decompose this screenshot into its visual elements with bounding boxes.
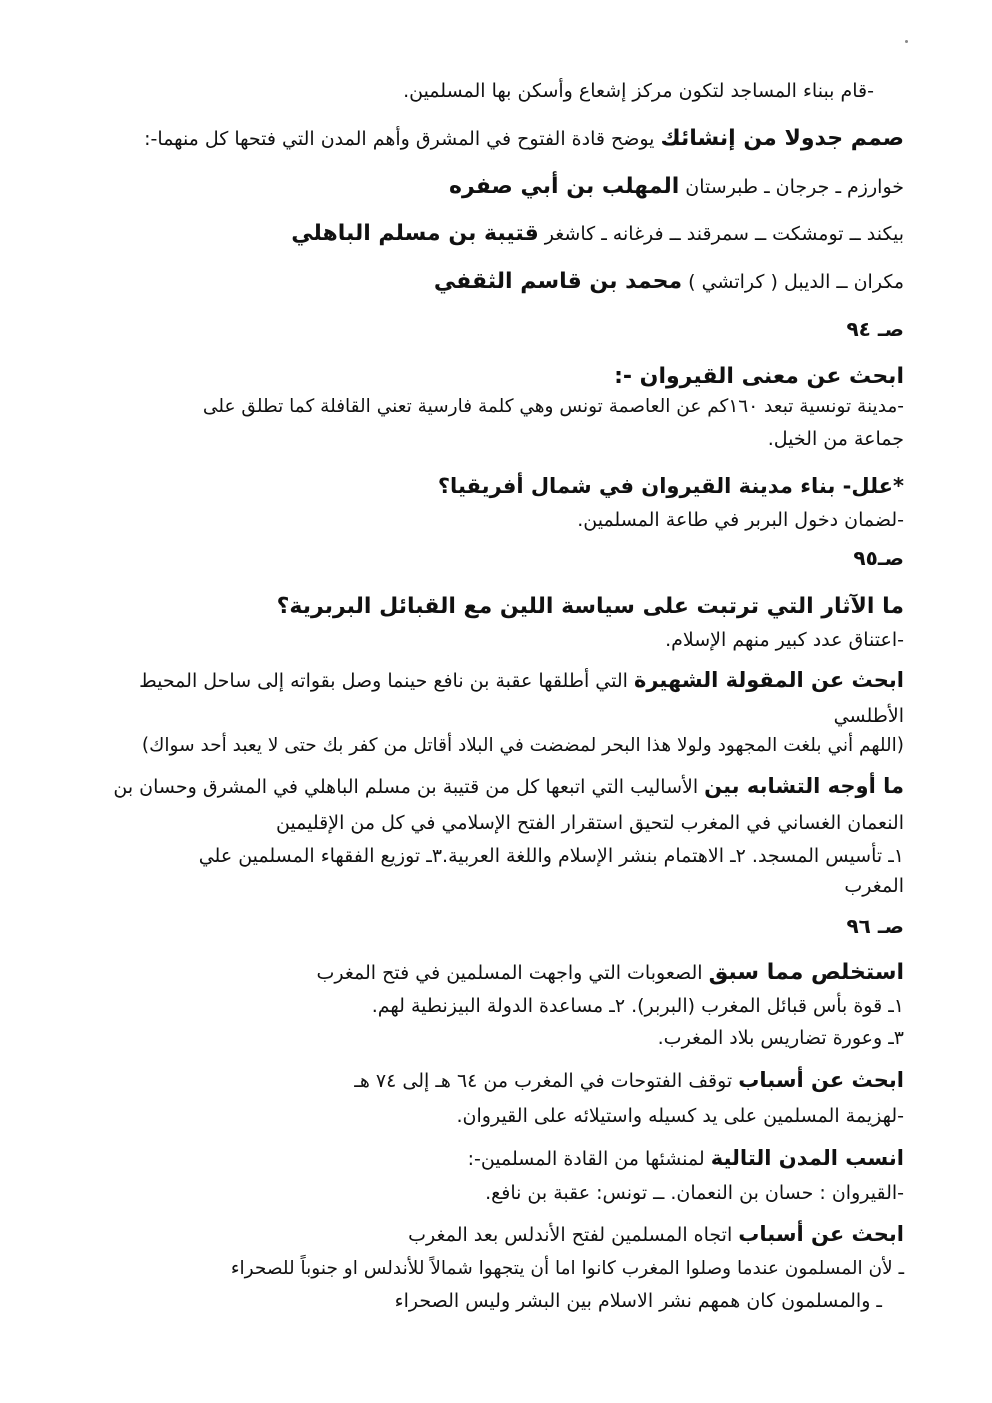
cities: خوارزم ـ جرجان ـ طبرستان bbox=[679, 176, 904, 198]
leader-name: محمد بن قاسم الثقفي bbox=[433, 269, 683, 294]
answer-line: ـ لأن المسلمون عندما وصلوا المغرب كانوا اما أن يتجهوا شمالاً للأندلس او جنوباً للصحراء bbox=[230, 1258, 904, 1279]
table-row-qutayba bbox=[291, 221, 904, 247]
question-attribute-cities bbox=[468, 1146, 904, 1171]
table-row-muhallab bbox=[449, 174, 904, 200]
leader-name: قتيبة بن مسلم الباهلي bbox=[291, 221, 539, 246]
question-design-table bbox=[144, 126, 904, 152]
question-famous-saying bbox=[139, 668, 904, 693]
question-reasons-andalus bbox=[408, 1222, 904, 1247]
leader-name: المهلب بن أبي صفره bbox=[449, 174, 680, 199]
answer-line: المغرب bbox=[844, 875, 904, 897]
cities: بيكند ــ تومشكت ــ سمرقند ــ فرغانه ـ كاشغر bbox=[538, 223, 904, 245]
question-reasons-halt bbox=[354, 1068, 904, 1093]
text-line: الأطلسي bbox=[833, 705, 904, 727]
page-number-95: صـ٩٥ bbox=[853, 546, 904, 570]
question-label: استخلص مما سبق bbox=[708, 960, 904, 985]
question-text: الصعوبات التي واجهت المسلمين في فتح المغرب bbox=[316, 962, 709, 984]
question-label: صمم جدولا من إنشائك bbox=[660, 126, 904, 151]
quote-line: (اللهم أني بلغت المجهود ولولا هذا البحر لمضضت في البلاد أقاتل من كفر بك حتى لا يعبد أحد سواك) bbox=[141, 735, 904, 756]
answer-line: -لهزيمة المسلمين على يد كسيله واستيلائه على القيروان. bbox=[456, 1105, 904, 1127]
answer-line: ـ والمسلمون كان همهم نشر الاسلام بين البشر وليس الصحراء bbox=[394, 1290, 882, 1312]
question-text: التي أطلقها عقبة بن نافع حينما وصل بقواته إلى ساحل المحيط bbox=[139, 670, 634, 692]
question-text: لمنشئها من القادة المسلمين-: bbox=[467, 1148, 711, 1170]
question-label: ابحث عن المقولة الشهيرة bbox=[633, 668, 904, 692]
answer-line: -مدينة تونسية تبعد ١٦٠كم عن العاصمة تونس وهي كلمة فارسية تعني القافلة كما تطلق على bbox=[202, 396, 904, 417]
answer-line: -اعتناق عدد كبير منهم الإسلام. bbox=[665, 629, 904, 651]
answer-line: ١ـ قوة بأس قبائل المغرب (البربر). ٢ـ مساعدة الدولة البيزنطية لهم. bbox=[371, 995, 904, 1017]
scan-speck bbox=[905, 40, 908, 43]
question-label: انسب المدن التالية bbox=[710, 1146, 904, 1170]
answer-line: -القيروان : حسان بن النعمان. ــ تونس: عقبة بن نافع. bbox=[485, 1182, 904, 1204]
question-difficulties bbox=[317, 960, 905, 986]
question-label: ابحث عن أسباب bbox=[738, 1068, 904, 1092]
question-similarities bbox=[113, 774, 904, 799]
question-text: اتجاه المسلمين لفتح الأندلس بعد المغرب bbox=[408, 1224, 739, 1246]
question-label: ما أوجه التشابه بين bbox=[704, 774, 904, 798]
question-qayrawan-meaning: ابحث عن معنى القيروان -: bbox=[614, 364, 904, 389]
question-label: ابحث عن أسباب bbox=[738, 1222, 904, 1246]
text-line: -قام ببناء المساجد لتكون مركز إشعاع وأسكن بها المسلمين. bbox=[403, 80, 874, 102]
answer-line: -لضمان دخول البربر في طاعة المسلمين. bbox=[577, 509, 904, 531]
question-text: الأساليب التي اتبعها كل من قتيبة بن مسلم الباهلي في المشرق وحسان بن bbox=[113, 776, 705, 798]
question-text: يوضح قادة الفتوح في المشرق وأهم المدن التي فتحها كل منهما-: bbox=[144, 128, 661, 150]
text-line: النعمان الغساني في المغرب لتحيق استقرار الفتح الإسلامي في كل من الإقليمين bbox=[275, 812, 904, 834]
page-number-94: صـ ٩٤ bbox=[846, 317, 904, 341]
cities: مكران ــ الديبل ( كراتشي ) bbox=[682, 271, 904, 293]
page-number-96: صـ ٩٦ bbox=[846, 914, 904, 938]
answer-line: ١ـ تأسيس المسجد. ٢ـ الاهتمام بنشر الإسلام واللغة العربية.٣ـ توزيع الفقهاء المسلمين علي bbox=[198, 845, 904, 867]
answer-line: ٣ـ وعورة تضاريس بلاد المغرب. bbox=[657, 1027, 904, 1049]
answer-line: جماعة من الخيل. bbox=[767, 428, 904, 450]
table-row-muhammad-qasim bbox=[434, 269, 904, 295]
question-effects: ما الآثار التي ترتبت على سياسة اللين مع القبائل البربرية؟ bbox=[276, 594, 904, 619]
question-justify: *علل- بناء مدينة القيروان في شمال أفريقيا؟ bbox=[437, 474, 904, 498]
question-text: توقف الفتوحات في المغرب من ٦٤ هـ إلى ٧٤ هـ bbox=[354, 1070, 739, 1092]
